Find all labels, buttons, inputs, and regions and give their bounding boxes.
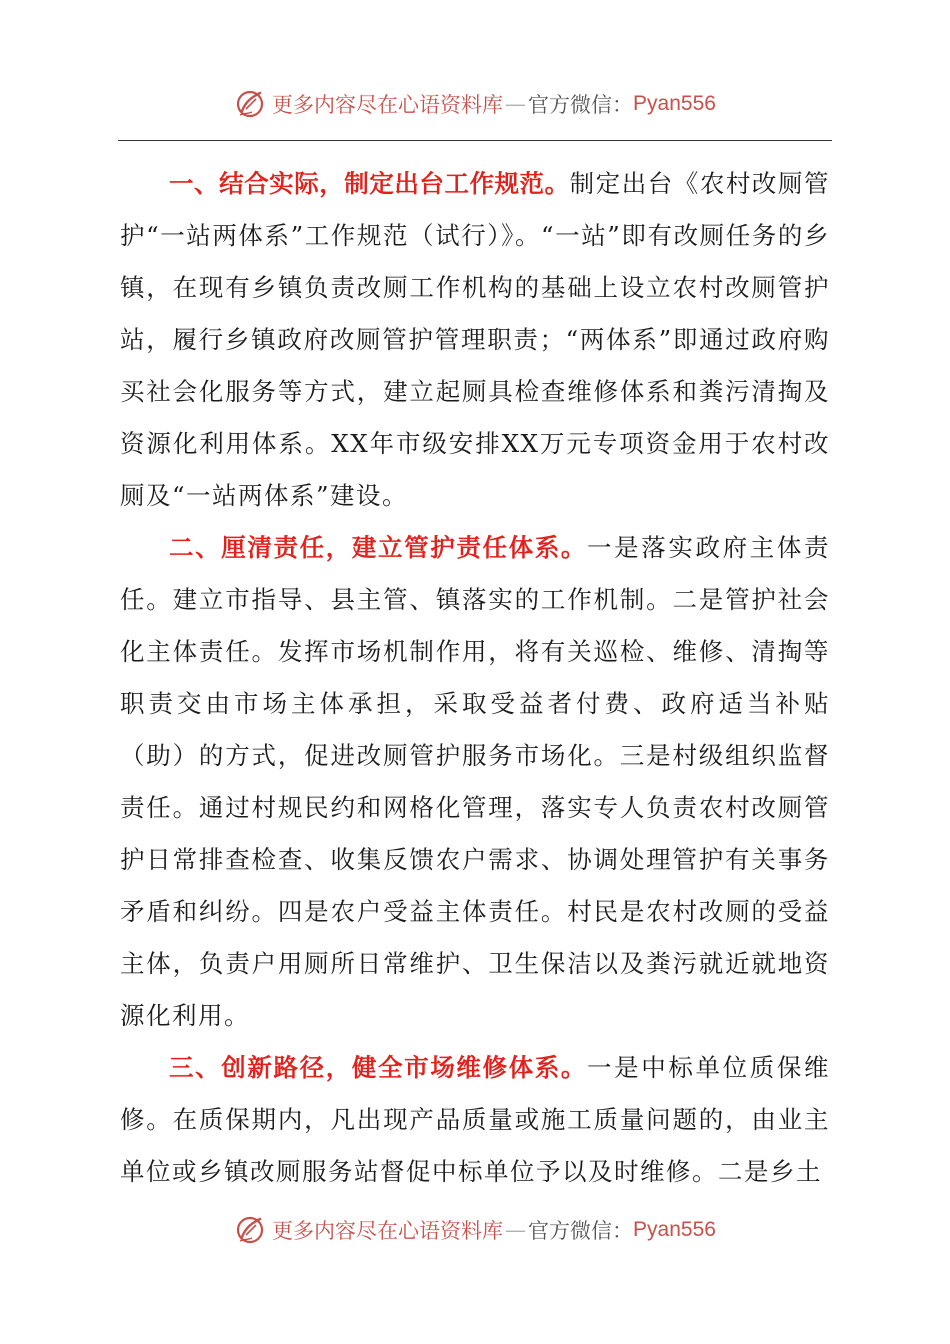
paragraph-3-heading: 三、创新路径，健全市场维修体系。 [169,1053,587,1082]
watermark-official-label: 官方微信： [528,93,634,117]
header-divider [118,140,832,141]
paragraph-3-body: 一是中标单位质保维修。在质保期内，凡出现产品质量或施工质量问题的，由业主单位或乡镇改厕服务站督促中标单位予以及时维修。二是乡土 [120,1053,830,1186]
watermark-text: 更多内容尽在心语资料库 [272,93,504,117]
paragraph-2-heading: 二、厘清责任，建立管护责任体系。 [169,533,587,562]
watermark-dash: — [505,92,527,116]
header-watermark [0,84,950,124]
watermark-wechat-id: Pyan556 [633,1218,716,1241]
watermark-wechat-id: Pyan556 [633,92,716,115]
paragraph-1-heading: 一、结合实际，制定出台工作规范。 [169,169,570,198]
pen-signature-icon [234,1213,268,1247]
pen-signature-icon [234,87,268,121]
paragraph-2-body: 一是落实政府主体责任。建立市指导、县主管、镇落实的工作机制。二是管护社会化主体责任。发挥市场机制作用，将有关巡检、维修、清掏等职责交由市场主体承担，采取受益者付费、政府适当补贴（助）的方式，促进改厕管护服务市场化。三是村级组织监督责任。通过村规民约和网格化管理，落实专人负责农村改厕管护日常排查检查、收集反馈农户需求、协调处理管护有关事务矛盾和纠纷。四是农户受益主体责任。村民是农村改厕的受益主体，负责户用厕所日常维护、卫生保洁以及粪污就近就地资源化利用。 [120,533,830,1030]
paragraph-1-body: 制定出台《农村改厕管护“一站两体系”工作规范（试行）》。“一站”即有改厕任务的乡镇，在现有乡镇负责改厕工作机构的基础上设立农村改厕管护站，履行乡镇政府改厕管护管理职责；“两体系”即通过政府购买社会化服务等方式，建立起厕具检查维修体系和粪污清掏及资源化利用体系。XX年市级安排XX万元专项资金用于农村改厕及“一站两体系”建设。 [120,169,830,510]
footer-watermark [0,1210,950,1250]
watermark-dash: — [505,1218,527,1242]
paragraph-1 [120,158,830,522]
watermark-official-label: 官方微信： [528,1219,634,1243]
watermark-text: 更多内容尽在心语资料库 [272,1219,504,1243]
paragraph-3 [120,1042,830,1198]
document-body [120,158,830,1198]
paragraph-2 [120,522,830,1042]
